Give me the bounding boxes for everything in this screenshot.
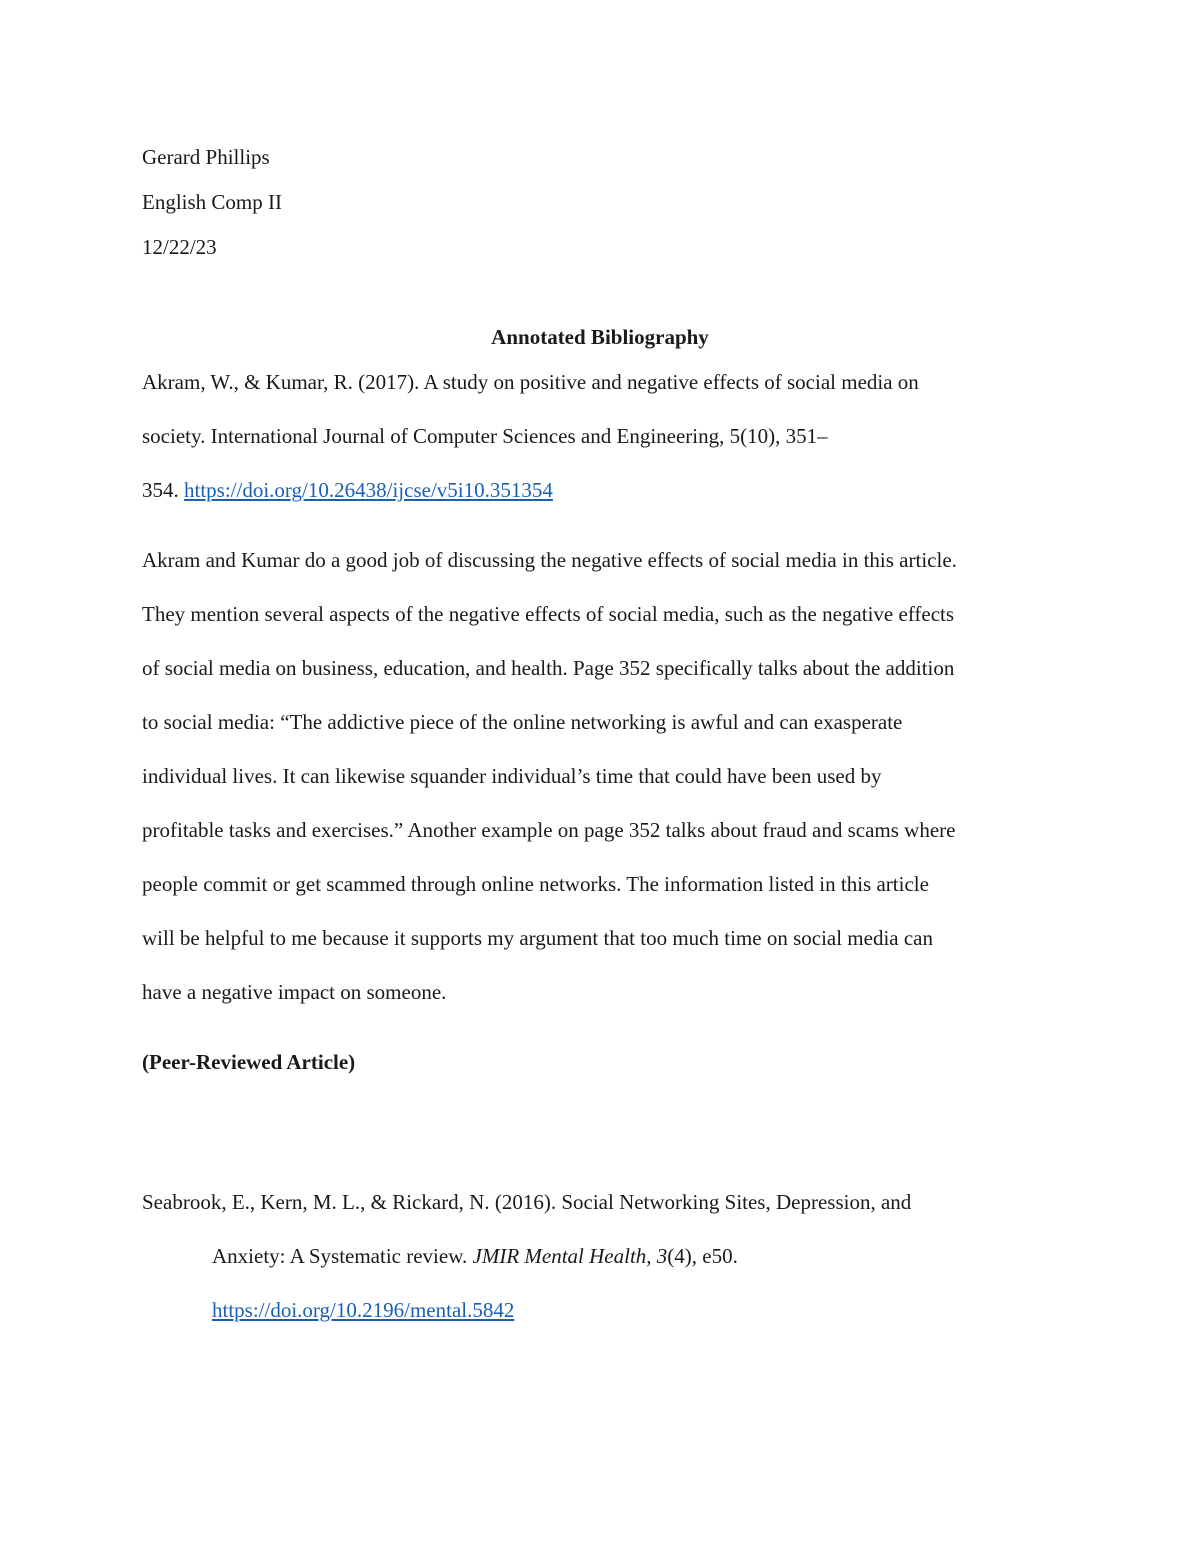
entry1-annotation-line: They mention several aspects of the negative effects of social media, such as the negative effects (142, 602, 955, 626)
submission-date: 12/22/23 (142, 235, 217, 259)
entry1-citation-pages: 354. (142, 478, 184, 502)
page-title: Annotated Bibliography (491, 325, 709, 349)
entry1-source-type: (Peer-Reviewed Article) (142, 1050, 356, 1074)
entry1-citation-line3 (142, 480, 553, 501)
entry1-annotation-line: individual lives. It can likewise squander individual’s time that could have been used by (142, 764, 882, 788)
entry2-volume: 3 (656, 1244, 668, 1268)
entry1-citation-line1: Akram, W., & Kumar, R. (2017). A study on positive and negative effects of social media on (142, 370, 919, 394)
entry2-article-title: Anxiety: A Systematic review. (212, 1244, 473, 1268)
author-name: Gerard Phillips (142, 145, 270, 169)
entry1-annotation-line: profitable tasks and exercises.” Another example on page 352 talks about fraud and scams where (142, 818, 956, 842)
entry2-citation-line2 (212, 1246, 738, 1267)
entry1-annotation-line: Akram and Kumar do a good job of discussing the negative effects of social media in this article. (142, 548, 957, 572)
entry1-annotation-line: to social media: “The addictive piece of the online networking is awful and can exasperate (142, 710, 903, 734)
entry2-citation-line1: Seabrook, E., Kern, M. L., & Rickard, N. (2016). Social Networking Sites, Depression, and (142, 1190, 912, 1214)
entry1-doi-link[interactable]: https://doi.org/10.26438/ijcse/v5i10.351354 (184, 478, 553, 502)
entry1-annotation-line: have a negative impact on someone. (142, 980, 447, 1004)
entry1-annotation-line: will be helpful to me because it supports my argument that too much time on social media can (142, 926, 934, 950)
entry2-issue-pages: (4), e50. (667, 1244, 738, 1268)
entry2-citation-line3 (212, 1300, 514, 1321)
entry1-annotation-line: of social media on business, education, and health. Page 352 specifically talks about the addition (142, 656, 955, 680)
course-name: English Comp II (142, 190, 282, 214)
entry2-separator: , (646, 1244, 657, 1268)
entry2-journal-name: JMIR Mental Health (472, 1244, 647, 1268)
entry1-citation-line2: society. International Journal of Computer Sciences and Engineering, 5(10), 351– (142, 424, 828, 448)
entry1-annotation-line: people commit or get scammed through online networks. The information listed in this article (142, 872, 929, 896)
entry2-doi-link[interactable]: https://doi.org/10.2196/mental.5842 (212, 1298, 515, 1322)
